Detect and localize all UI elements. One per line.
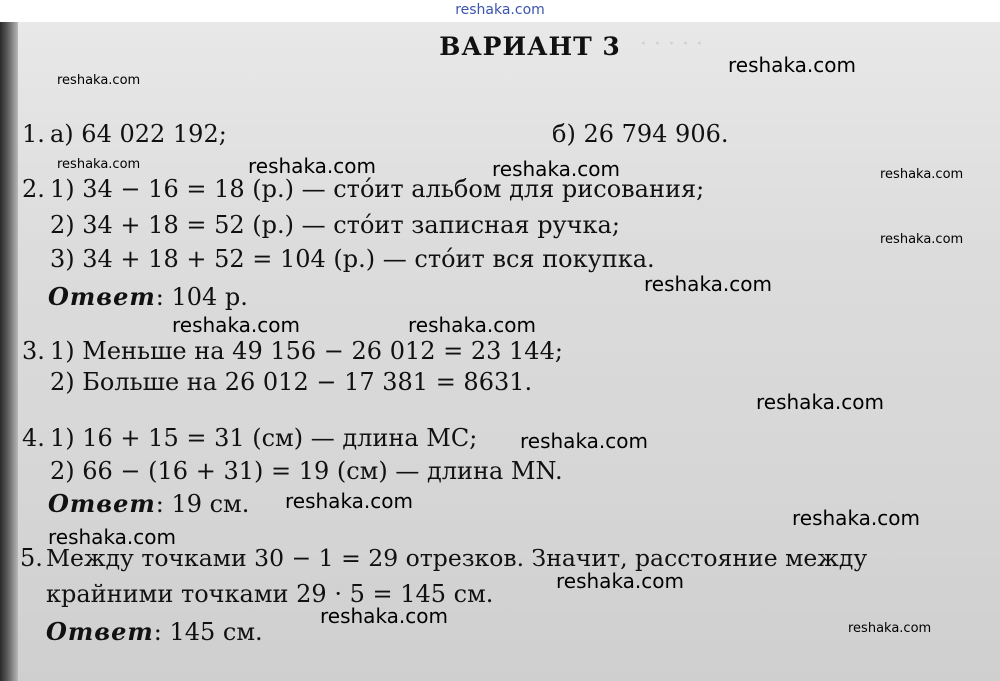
- task-5-line-2: крайними точками 29 · 5 = 145 см.: [46, 580, 494, 608]
- watermark: reshaka.com: [57, 73, 141, 88]
- watermark: reshaka.com: [792, 506, 920, 530]
- page-title: ВАРИАНТ 3: [439, 32, 621, 61]
- answer-value: : 104 р.: [155, 283, 248, 311]
- task-4-number: 4.: [22, 424, 45, 452]
- watermark: reshaka.com: [285, 489, 413, 513]
- book-spine-shadow: [0, 22, 18, 681]
- task-5-answer: [46, 617, 263, 646]
- task-5-line-1: Между точками 30 − 1 = 29 отрезков. Значит, расстояние между: [46, 544, 868, 572]
- answer-value: : 145 см.: [153, 618, 263, 646]
- task-3-number: 3.: [22, 337, 45, 365]
- watermark: reshaka.com: [880, 232, 964, 247]
- task-1-number: 1.: [22, 120, 45, 148]
- watermark: reshaka.com: [880, 167, 964, 182]
- task-3-line-1: 1) Меньше на 49 156 − 26 012 = 23 144;: [50, 337, 563, 365]
- watermark: reshaka.com: [172, 313, 300, 337]
- watermark: reshaka.com: [556, 569, 684, 593]
- answer-label: Ответ: [48, 282, 156, 311]
- task-2-line-3: 3) 34 + 18 + 52 = 104 (р.) — сто́ит вся покупка.: [50, 245, 655, 273]
- watermark: reshaka.com: [848, 621, 932, 636]
- watermark: reshaka.com: [320, 604, 448, 628]
- answer-label: Ответ: [46, 617, 154, 646]
- watermark: reshaka.com: [756, 390, 884, 414]
- task-1-answer-a: а) 64 022 192;: [50, 120, 227, 148]
- task-2-answer: [48, 282, 248, 311]
- watermark: reshaka.com: [248, 154, 376, 178]
- watermark: reshaka.com: [408, 313, 536, 337]
- task-3-line-2: 2) Больше на 26 012 − 17 381 = 8631.: [50, 368, 533, 396]
- watermark: reshaka.com: [520, 429, 648, 453]
- watermark: reshaka.com: [57, 157, 141, 172]
- task-4-answer: [48, 489, 249, 518]
- watermark: reshaka.com: [728, 53, 856, 77]
- task-2-line-2: 2) 34 + 18 = 52 (р.) — сто́ит записная ручка;: [50, 211, 620, 239]
- task-1-answer-b: б) 26 794 906.: [552, 120, 729, 148]
- answer-value: : 19 см.: [155, 490, 250, 518]
- bleed-through-text: · · · · ·: [640, 32, 703, 57]
- task-2-number: 2.: [22, 175, 45, 203]
- task-4-line-1: 1) 16 + 15 = 31 (см) — длина MC;: [50, 424, 478, 452]
- task-5-number: 5.: [20, 544, 43, 572]
- site-header-link[interactable]: reshaka.com: [455, 2, 545, 18]
- watermark: reshaka.com: [48, 525, 176, 549]
- answer-label: Ответ: [48, 489, 156, 518]
- watermark: reshaka.com: [492, 157, 620, 181]
- task-4-line-2: 2) 66 − (16 + 31) = 19 (см) — длина MN.: [50, 457, 563, 485]
- task-2-line-1: 1) 34 − 16 = 18 (р.) — сто́ит альбом для рисования;: [50, 175, 705, 203]
- watermark: reshaka.com: [644, 272, 772, 296]
